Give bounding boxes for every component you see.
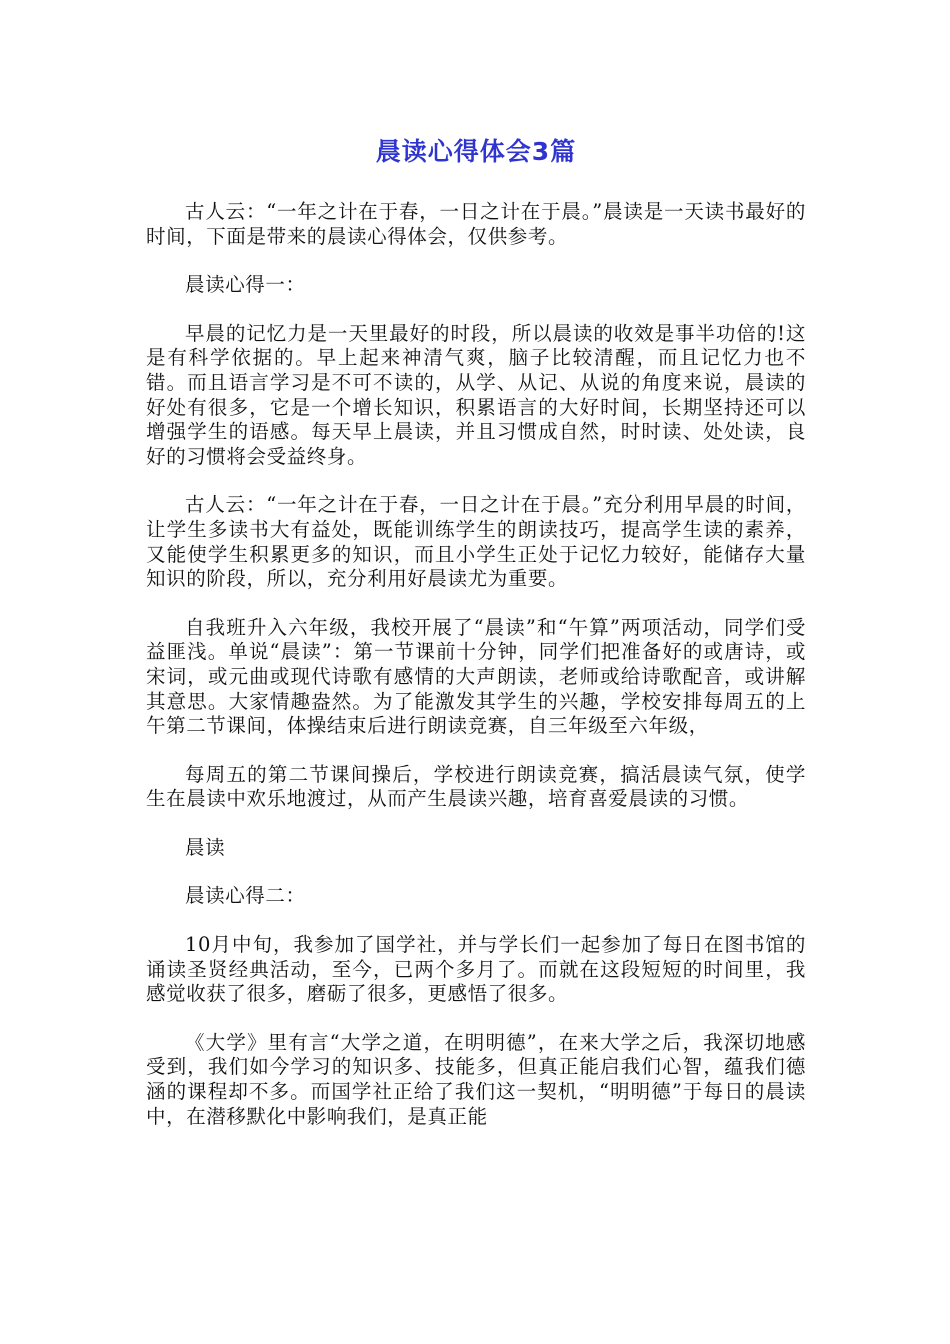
- paragraph: 古人云：“一年之计在于春，一日之计在于晨。”充分利用早晨的时间，让学生多读书大有益处，既能训练学生的朗读技巧，提高学生读的素养，又能使学生积累更多的知识，而且小学生正处于记忆力较好，能储存大量知识的阶段，所以，充分利用好晨读尤为重要。: [146, 493, 806, 591]
- section-heading-two: 晨读心得二：: [185, 884, 306, 908]
- paragraph: 自我班升入六年级，我校开展了“晨读”和“午算”两项活动，同学们受益匪浅。单说“晨读”：第一节课前十分钟，同学们把准备好的或唐诗，或宋词，或元曲或现代诗歌有感情的大声朗读，老师或给诗歌配音，或讲解其意思。大家情趣盎然。为了能激发其学生的兴趣，学校安排每周五的上午第二节课间，体操结束后进行朗读竞赛，自三年级至六年级，: [146, 615, 806, 738]
- paragraph-intro: 古人云：“一年之计在于春，一日之计在于晨。”晨读是一天读书最好的时间，下面是带来的晨读心得体会，仅供参考。: [146, 200, 806, 248]
- paragraph: 10月中旬，我参加了国学社，并与学长们一起参加了每日在图书馆的诵读圣贤经典活动，至今，已两个多月了。而就在这段短短的时间里，我感觉收获了很多，磨砺了很多，更感悟了很多。: [146, 933, 806, 1006]
- document-body: [146, 200, 806, 1153]
- paragraph: 《大学》里有言“大学之道，在明明德”，在来大学之后，我深切地感受到，我们如今学习的知识多、技能多，但真正能启我们心智，蕴我们德涵的课程却不多。而国学社正给了我们这一契机，“明明德”于每日的晨读中，在潜移默化中影响我们，是真正能: [146, 1030, 806, 1128]
- paragraph: 早晨的记忆力是一天里最好的时段，所以晨读的收效是事半功倍的!这是有科学依据的。早上起来神清气爽，脑子比较清醒，而且记忆力也不错。而且语言学习是不可不读的，从学、从记、从说的角度来说，晨读的好处有很多，它是一个增长知识，积累语言的大好时间，长期坚持还可以增强学生的语感。每天早上晨读，并且习惯成自然，时时读、处处读，良好的习惯将会受益终身。: [146, 321, 806, 468]
- section-heading-one: 晨读心得一：: [185, 273, 306, 297]
- page-title: 晨读心得体会3篇: [375, 137, 577, 166]
- paragraph-short: 晨读: [185, 835, 226, 859]
- paragraph: 每周五的第二节课间操后，学校进行朗读竞赛，搞活晨读气氛，使学生在晨读中欢乐地渡过，从而产生晨读兴趣，培育喜爱晨读的习惯。: [146, 762, 806, 811]
